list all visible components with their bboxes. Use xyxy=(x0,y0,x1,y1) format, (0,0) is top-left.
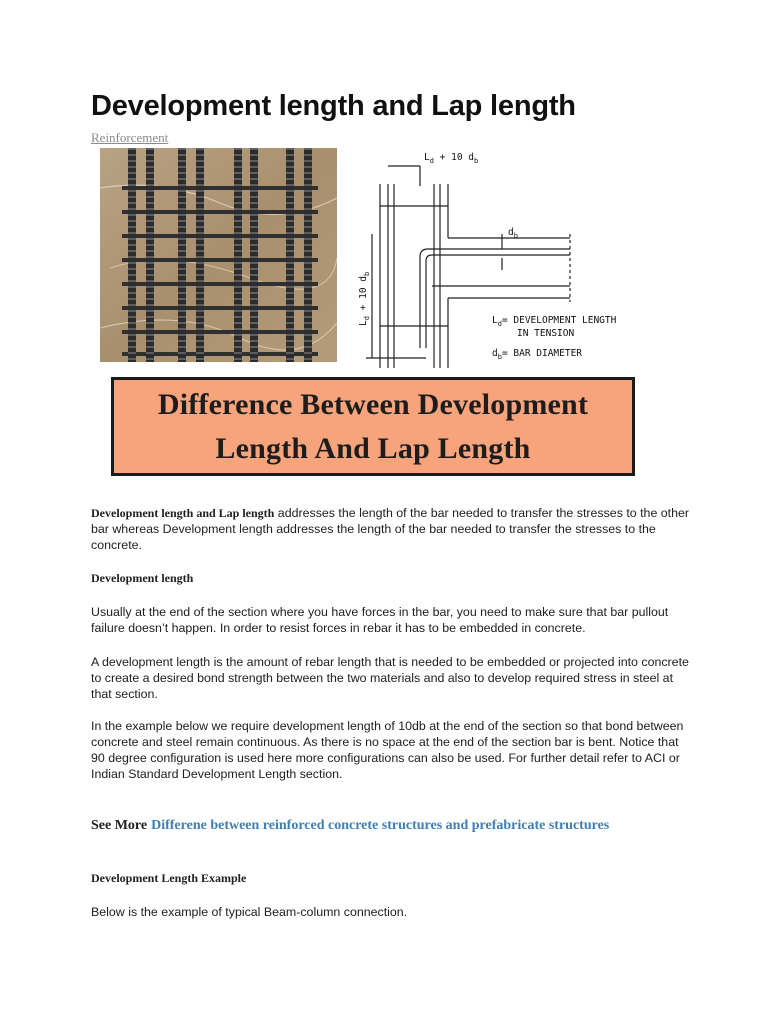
intro-paragraph xyxy=(91,505,691,553)
legend-line-2: IN TENSION xyxy=(517,328,575,339)
legend-line-1: = DEVELOPMENT LENGTH xyxy=(501,315,617,326)
rebar-photo xyxy=(100,148,337,362)
svg-text:db= BAR DIAMETER: $d_b=$ BAR DIAMETER xyxy=(492,348,583,361)
db-label: d xyxy=(508,227,514,238)
title-banner xyxy=(111,377,635,476)
breadcrumb-link[interactable]: Reinforcement xyxy=(91,130,169,145)
page-title: Development length and Lap length xyxy=(91,90,576,122)
see-more-line xyxy=(91,818,609,834)
see-more-label: See More xyxy=(91,818,148,833)
banner-line-1: Difference Between Development xyxy=(157,387,589,421)
paragraph-3: In the example below we require development length of 10db at the end of the section so that bond between concrete and steel remain continuous. As there is no space at the end of the section bar is bent. Notice that 90 degree configuration is used here more configurations can also be used. For further detail refer to ACI or Indian Standard Development Length section. xyxy=(91,719,684,781)
section-heading-development-length: Development length xyxy=(91,571,194,585)
svg-text:Ld + 10 db: $L_d + 10$ $d_b$ xyxy=(358,271,371,326)
banner-line-2: Length And Lap Length xyxy=(215,431,531,465)
top-dim-label: L xyxy=(424,152,430,163)
legend-line-3: = BAR DIAMETER xyxy=(501,348,583,359)
development-length-diagram xyxy=(352,146,672,372)
svg-text:db: $d_b$ xyxy=(508,227,518,240)
intro-bold-term: Development length and Lap length xyxy=(91,506,275,520)
side-dim-label: L xyxy=(358,320,369,326)
paragraph-2: A development length is the amount of rebar length that is needed to be embedded or projected into concrete to create a desired bond strength between the two materials and also to develop required stress in steel at that section. xyxy=(91,655,689,701)
legend-db-prefix: d xyxy=(492,348,498,359)
section-heading-example: Development Length Example xyxy=(91,871,247,885)
see-more-link[interactable]: Differene between reinforced concrete structures and prefabricate structures xyxy=(151,818,610,833)
svg-text:Ld + 10 db: $L_d + 10$ $d_b$ xyxy=(424,152,479,165)
intro-text: addresses the length of the bar needed to transfer the stresses to the other bar whereas Development length addresses the length of the bar needed to transfer the stresses to the concrete. xyxy=(91,506,690,552)
svg-text:Ld= DEVELOPMENT LENGTH: $L_d=$ DEVELOPMENT LENGTH xyxy=(492,315,617,328)
paragraph-1: Usually at the end of the section where you have forces in the bar, you need to make sure that bar pullout failure doesn’t happen. In order to resist forces in rebar it has to be embedded in concrete. xyxy=(91,605,669,635)
legend-ld-prefix: L xyxy=(492,315,498,326)
example-paragraph: Below is the example of typical Beam-column connection. xyxy=(91,905,408,919)
